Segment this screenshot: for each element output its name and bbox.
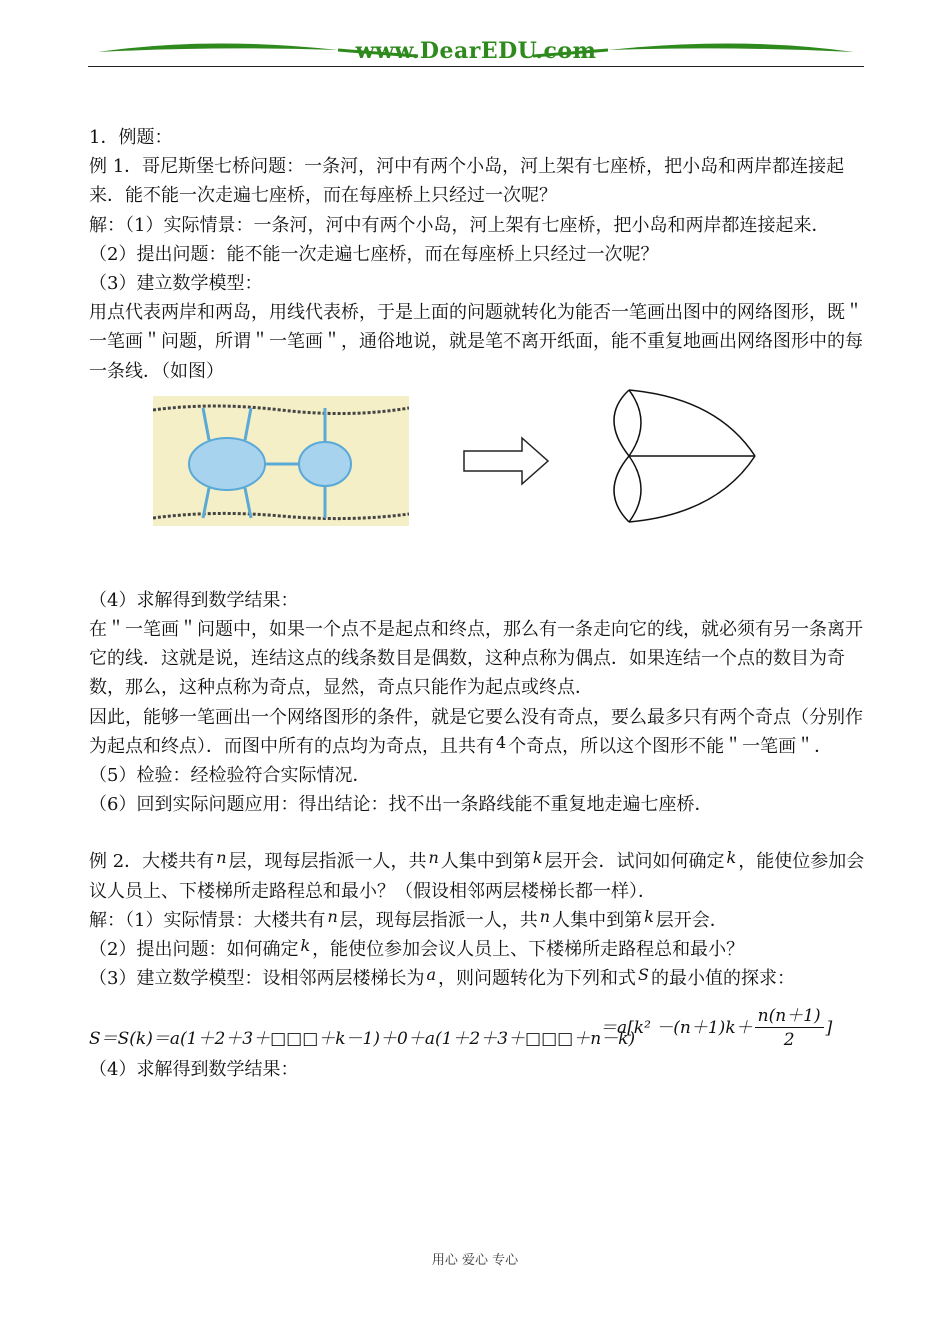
solution-step-3: （3）建立数学模型： [89, 273, 263, 295]
example-1-question: 例 1．哥尼斯堡七桥问题：一条河，河中有两个小岛，河上架有七座桥，把小岛和两岸都连接起来．能不能一次走遍七座桥，而在每座桥上只经过一次呢？ [89, 156, 845, 207]
header-rule [88, 66, 864, 67]
example-2-step-3: （3）建立数学模型：设相邻两层楼梯长为 a ，则问题转化为下列和式 S 的最小值的探求： [89, 965, 795, 990]
solution-step-5: （5）检验：经检验符合实际情况． [89, 765, 371, 787]
model-description: 用点代表两岸和两岛，用线代表桥，于是上面的问题就转化为能否一笔画出图中的网络图形，既＂一笔画＂问题，所谓＂一笔画＂，通俗地说，就是笔不离开纸面，能不重复地画出网络图形中的每一条线．（如图） [89, 302, 863, 382]
document-body [89, 123, 865, 1085]
solution-step-2: （2）提出问题：能不能一次走遍七座桥，而在每座桥上只经过一次呢？ [89, 243, 659, 265]
site-logo-text: www.DearEDU.com [355, 38, 597, 64]
right-arrow-icon [462, 436, 552, 486]
formula-right: ＝a[k² －(n＋1)k＋ $\frac{n(n+1)}{2}$ ] [600, 1006, 833, 1051]
conclusion-paragraph: 因此，能够一笔画出一个网络图形的条件，就是它要么没有奇点，要么最多只有两个奇点（分别作为起点和终点）．而图中所有的点均为奇点，且共有 4 个奇点，所以这个图形不能＂一笔画＂． [89, 706, 863, 757]
sum-formula [89, 993, 865, 1055]
seven-bridges-graph [607, 386, 757, 528]
solution-step-4: （4）求解得到数学结果： [89, 589, 299, 611]
example-2-step-4: （4）求解得到数学结果： [89, 1059, 299, 1081]
figure-row [89, 386, 865, 586]
spacer [89, 819, 865, 847]
solution-step-6: （6）回到实际问题应用：得出结论：找不出一条路线能不重复地走遍七座桥． [89, 794, 713, 816]
site-header [88, 30, 864, 70]
river-bridges-illustration [153, 396, 409, 526]
example-2-question: 例 2．大楼共有 n 层，现每层指派一人，共 n 人集中到第 k 层开会．试问如何确定 k ，能使位参加会议人员上、下楼梯所走路程总和最小？（假设相邻两层楼梯长都一样）． [89, 848, 865, 902]
section-heading: 1．例题： [89, 127, 173, 148]
page-footer: 用心 爱心 专心 [431, 1253, 519, 1268]
example-2-step-2: （2）提出问题：如何确定 k ，能使位参加会议人员上、下楼梯所走路程总和最小？ [89, 936, 745, 961]
formula-left: S＝S(k)＝a(1＋2＋3＋□□□＋k－1)＋0＋a(1＋2＋3＋□□□＋n－k) [89, 1029, 636, 1050]
euler-explanation: 在＂一笔画＂问题中，如果一个点不是起点和终点，那么有一条走向它的线，就必须有另一条离开它的线．这就是说，连结这点的线条数目是偶数，这种点称为偶点．如果连结一个点的数目为奇数，那么，这种点称为奇点，显然，奇点只能作为起点或终点． [89, 619, 863, 699]
solution-step-1: 解：（1）实际情景：一条河，河中有两个小岛，河上架有七座桥，把小岛和两岸都连接起来． [89, 214, 830, 236]
formula-fraction: $\frac{n(n+1)}{2}$ [755, 1005, 824, 1052]
example-2-step-1: 解：（1）实际情景：大楼共有 n 层，现每层指派一人，共 n 人集中到第 k 层开会． [89, 906, 728, 931]
